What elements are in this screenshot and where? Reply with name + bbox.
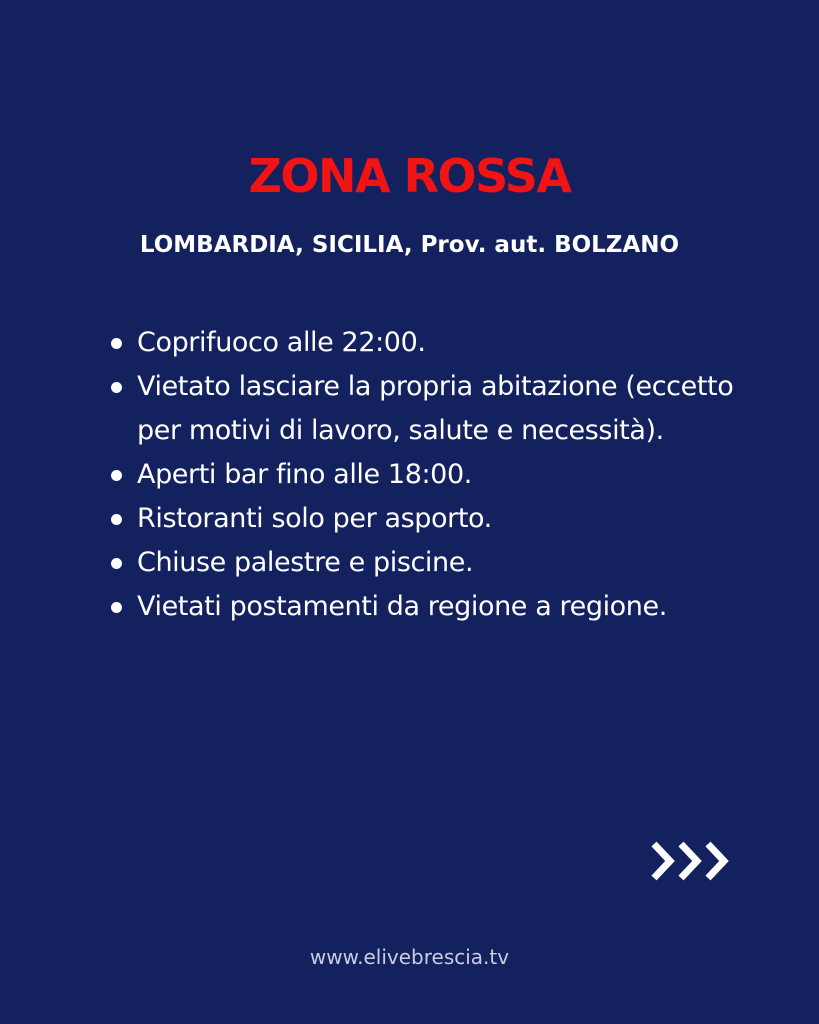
list-item <box>106 541 766 585</box>
bullet-icon <box>111 514 122 525</box>
list-item <box>106 321 766 365</box>
bullet-icon <box>111 470 122 481</box>
list-item-text: Vietati postamenti da regione a regione. <box>137 591 667 622</box>
page-title: ZONA ROSSA <box>248 149 571 203</box>
list-item-text: Aperti bar fino alle 18:00. <box>137 459 472 490</box>
bullet-icon <box>111 382 122 393</box>
list-item-text: Coprifuoco alle 22:00. <box>137 327 426 358</box>
website-url: www.elivebrescia.tv <box>309 945 510 969</box>
list-item <box>106 497 766 541</box>
list-item-text: Ristoranti solo per asporto. <box>137 503 492 534</box>
list-item <box>106 453 766 497</box>
triple-chevron-right-icon[interactable] <box>650 838 740 884</box>
regions-subtitle: LOMBARDIA, SICILIA, Prov. aut. BOLZANO <box>139 232 680 258</box>
list-item-text: Vietato lasciare la propria abitazione (eccetto per motivi di lavoro, salute e necessità). <box>137 371 734 446</box>
list-item <box>106 365 766 453</box>
bullet-icon <box>111 602 122 613</box>
bullet-icon <box>111 558 122 569</box>
bullet-icon <box>111 338 122 349</box>
list-item <box>106 585 766 629</box>
rules-list <box>106 321 766 629</box>
list-item-text: Chiuse palestre e piscine. <box>137 547 474 578</box>
